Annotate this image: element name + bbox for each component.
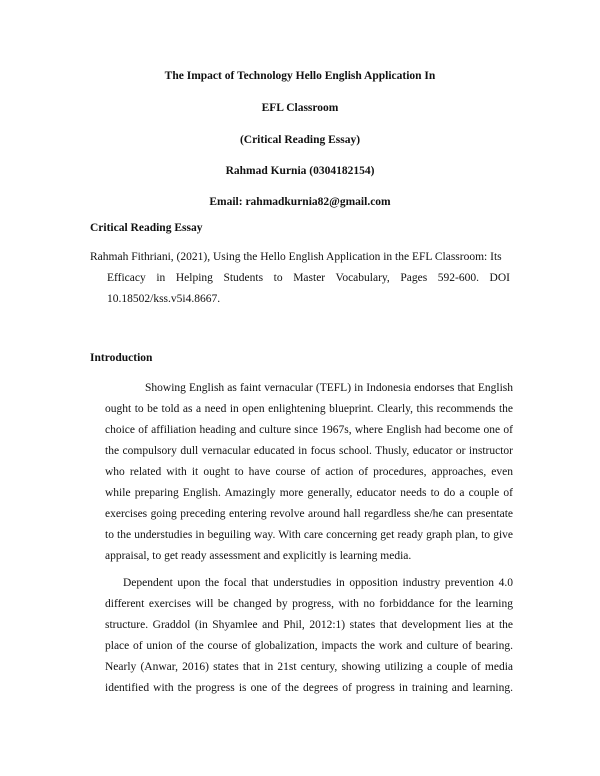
paragraph-line: structure. Graddol (in Shyamlee and Phil, 2012:1) states that development lies at the xyxy=(105,619,513,631)
introduction-paragraph-1 xyxy=(105,378,513,567)
author-name: Rahmad Kurnia (0304182154) xyxy=(225,165,375,177)
paragraph-line: the compulsory dull vernacular educated in focus school. Thusly, educator or instructor xyxy=(105,445,513,457)
paragraph-line: Showing English as faint vernacular (TEFL) in Indonesia endorses that English xyxy=(145,382,513,394)
introduction-heading: Introduction xyxy=(90,352,153,364)
introduction-paragraph-2 xyxy=(105,573,513,699)
paragraph-line: Dependent upon the focal that understudies in opposition industry prevention 4.0 xyxy=(123,577,513,589)
reference-line: Rahmah Fithriani, (2021), Using the Hello English Application in the EFL Classroom: Its xyxy=(90,251,502,263)
paragraph-line: choice of affiliation heading and culture since 1967s, where English had become one of xyxy=(105,424,513,436)
document-subtitle: (Critical Reading Essay) xyxy=(239,134,361,146)
paragraph-line: while preparing English. Amazingly more generally, educator needs to do a couple of xyxy=(105,487,513,499)
paragraph-line: to the understudies in beguiling way. With care concerning get ready graph plan, to give xyxy=(105,529,513,541)
paragraph-line: ought to be told as a need in open enlightening blueprint. Clearly, this recommends the xyxy=(105,403,513,415)
reference-citation xyxy=(90,247,510,310)
paragraph-line: identified with the progress is one of the degrees of progress in training and learning. xyxy=(105,682,513,694)
critical-reading-heading: Critical Reading Essay xyxy=(90,222,203,234)
paragraph-line: who related with it ought to have course of action of procedures, approaches, even xyxy=(105,466,513,478)
document-title-line-2: EFL Classroom xyxy=(261,102,339,114)
paragraph-line: place of union of the course of globalization, impacts the work and culture of bearing. xyxy=(105,640,513,652)
author-email: Email: rahmadkurnia82@gmail.com xyxy=(209,196,391,208)
document-title-line-1: The Impact of Technology Hello English Application In xyxy=(164,70,436,82)
paragraph-line: Nearly (Anwar, 2016) states that in 21st century, showing utilizing a couple of media xyxy=(105,661,513,673)
paragraph-line: different exercises will be changed by progress, with no forbiddance for the learning xyxy=(105,598,513,610)
paragraph-line: appraisal, to get ready assessment and explicitly is learning media. xyxy=(105,550,412,562)
reference-line: 10.18502/kss.v5i4.8667. xyxy=(107,293,221,305)
paragraph-line: exercises going preceding entering revolve around hall regardless she/he can presentate xyxy=(105,508,513,520)
reference-line: Efficacy in Helping Students to Master Vocabulary, Pages 592-600. DOI xyxy=(107,272,510,284)
